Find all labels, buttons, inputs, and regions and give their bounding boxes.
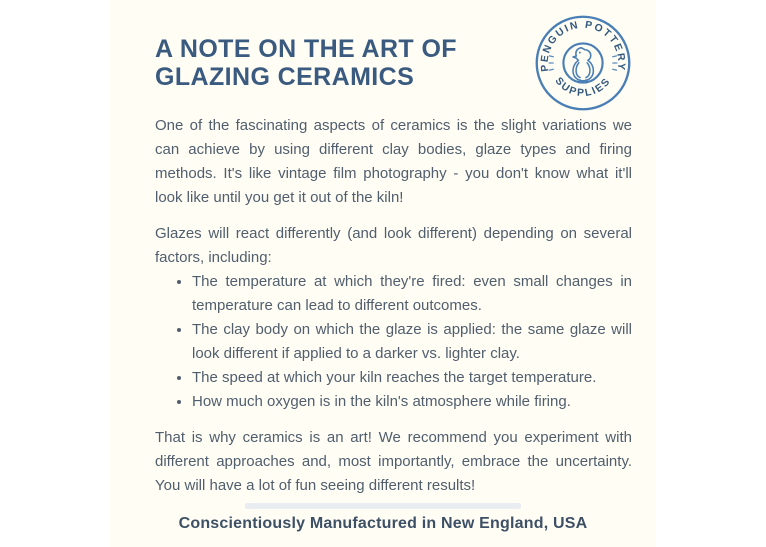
list-item: • How much oxygen is in the kiln's atmosphere while firing. [192,390,632,414]
list-item: • The clay body on which the glaze is applied: the same glaze will look different if applied to a darker vs. lighter clay. [192,318,632,366]
page-header [155,0,632,112]
stamp-arc-bottom-text: SUPPLIES [552,75,614,100]
list-item: • The speed at which your kiln reaches the target temperature. [192,366,632,390]
title-line-1: A NOTE ON THE ART OF [155,35,457,63]
intro-paragraph: One of the fascinating aspects of ceramics is the slight variations we can achieve by using different clay bodies, glaze types and firing methods. It's like vintage film photography - you don't know what it'll look like until you get it out of the kiln! [155,117,632,206]
stamp-arc-top-text: PENGUIN POTTERY [539,19,627,73]
factors-lead-paragraph: Glazes will react differently (and look different) depending on several factors, including: [155,225,632,266]
brand-stamp [534,14,632,112]
penguin-pottery-logo [534,14,632,112]
closing-paragraph: That is why ceramics is an art! We recommend you experiment with different approaches and, most importantly, embrace the uncertainty. You will have a lot of fun seeing different results! [155,429,632,494]
list-item: • The temperature at which they're fired: even small changes in temperature can lead to different outcomes. [192,270,632,318]
factors-list [155,270,632,414]
footer-divider [245,503,521,509]
page-title [155,35,457,91]
footer-text: Conscientiously Manufactured in New England, USA [178,515,588,532]
note-page [110,0,656,547]
footer-divider-row [110,503,656,509]
title-line-2: GLAZING CERAMICS [155,63,415,91]
